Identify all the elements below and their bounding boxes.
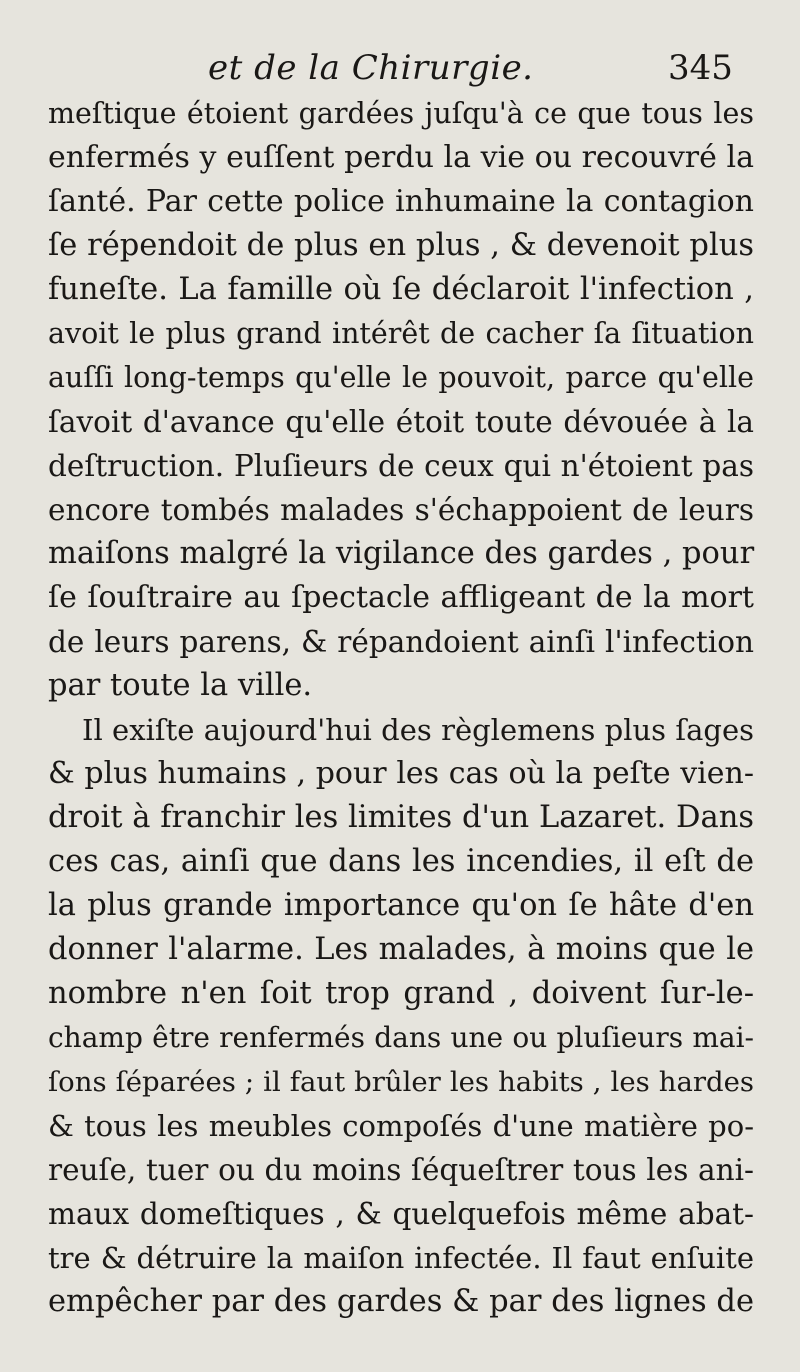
- text-line: maux domeſtiques , & quelquefois même abat-: [48, 1197, 754, 1231]
- text-line: enfermés y euſſent perdu la vie ou recouvré la: [48, 140, 754, 175]
- text-line: avoit le plus grand intérêt de cacher ſa ſituation: [48, 317, 754, 350]
- text-line: ſons ſéparées ; il faut brûler les habits , les hardes: [48, 1066, 754, 1098]
- text-line: meſtique étoient gardées juſqu'à ce que tous les: [48, 97, 754, 130]
- text-line: ces cas, ainſi que dans les incendies, il eſt de: [48, 844, 754, 879]
- text-line: auſſi long-temps qu'elle le pouvoit, parce qu'elle: [48, 361, 754, 394]
- text-line: encore tombés malades s'échappoient de leurs: [48, 493, 754, 527]
- text-line: & tous les meubles compoſés d'une matière po-: [48, 1109, 754, 1143]
- text-line: ſavoit d'avance qu'elle étoit toute dévouée à la: [48, 405, 754, 439]
- text-line: la plus grande importance qu'on ſe hâte d'en: [48, 888, 754, 923]
- text-line: nombre n'en ſoit trop grand , doivent ſur-le-: [48, 976, 754, 1011]
- page-number: 345: [668, 48, 733, 88]
- text-line: tre & détruire la maiſon infectée. Il faut enſuite: [48, 1241, 754, 1275]
- text-line: & plus humains , pour les cas où la peſte vien-: [48, 756, 754, 791]
- text-line: champ être renfermés dans une ou pluſieurs mai-: [48, 1021, 754, 1054]
- text-line: par toute la ville.: [48, 668, 313, 703]
- text-line: ſe ſouſtraire au ſpectacle affligeant de la mort: [48, 580, 754, 615]
- text-line: Il exiſte aujourd'hui des règlemens plus ſages: [82, 713, 754, 747]
- text-line: ſe répendoit de plus en plus , & devenoit plus: [48, 228, 754, 263]
- paragraph: [48, 708, 754, 1324]
- running-title: et de la Chirurgie.: [208, 48, 534, 88]
- text-line: reuſe, tuer ou du moins ſéqueſtrer tous les ani-: [48, 1153, 754, 1187]
- text-line: ſanté. Par cette police inhumaine la contagion: [48, 184, 754, 219]
- paragraph: [48, 92, 754, 708]
- text-line: empêcher par des gardes & par des lignes de: [48, 1284, 754, 1319]
- text-line: droit à franchir les limites d'un Lazaret. Dans: [48, 800, 754, 835]
- text-line: maiſons malgré la vigilance des gardes , pour: [48, 536, 755, 571]
- text-line: donner l'alarme. Les malades, à moins que le: [48, 932, 754, 967]
- running-head: [0, 40, 800, 96]
- text-line: funeſte. La famille où ſe déclaroit l'infection ,: [48, 272, 754, 307]
- text-line: de leurs parens, & répandoient ainſi l'infection: [48, 625, 754, 659]
- body-text: [48, 92, 754, 1324]
- text-line: deſtruction. Pluſieurs de ceux qui n'étoient pas: [48, 449, 754, 483]
